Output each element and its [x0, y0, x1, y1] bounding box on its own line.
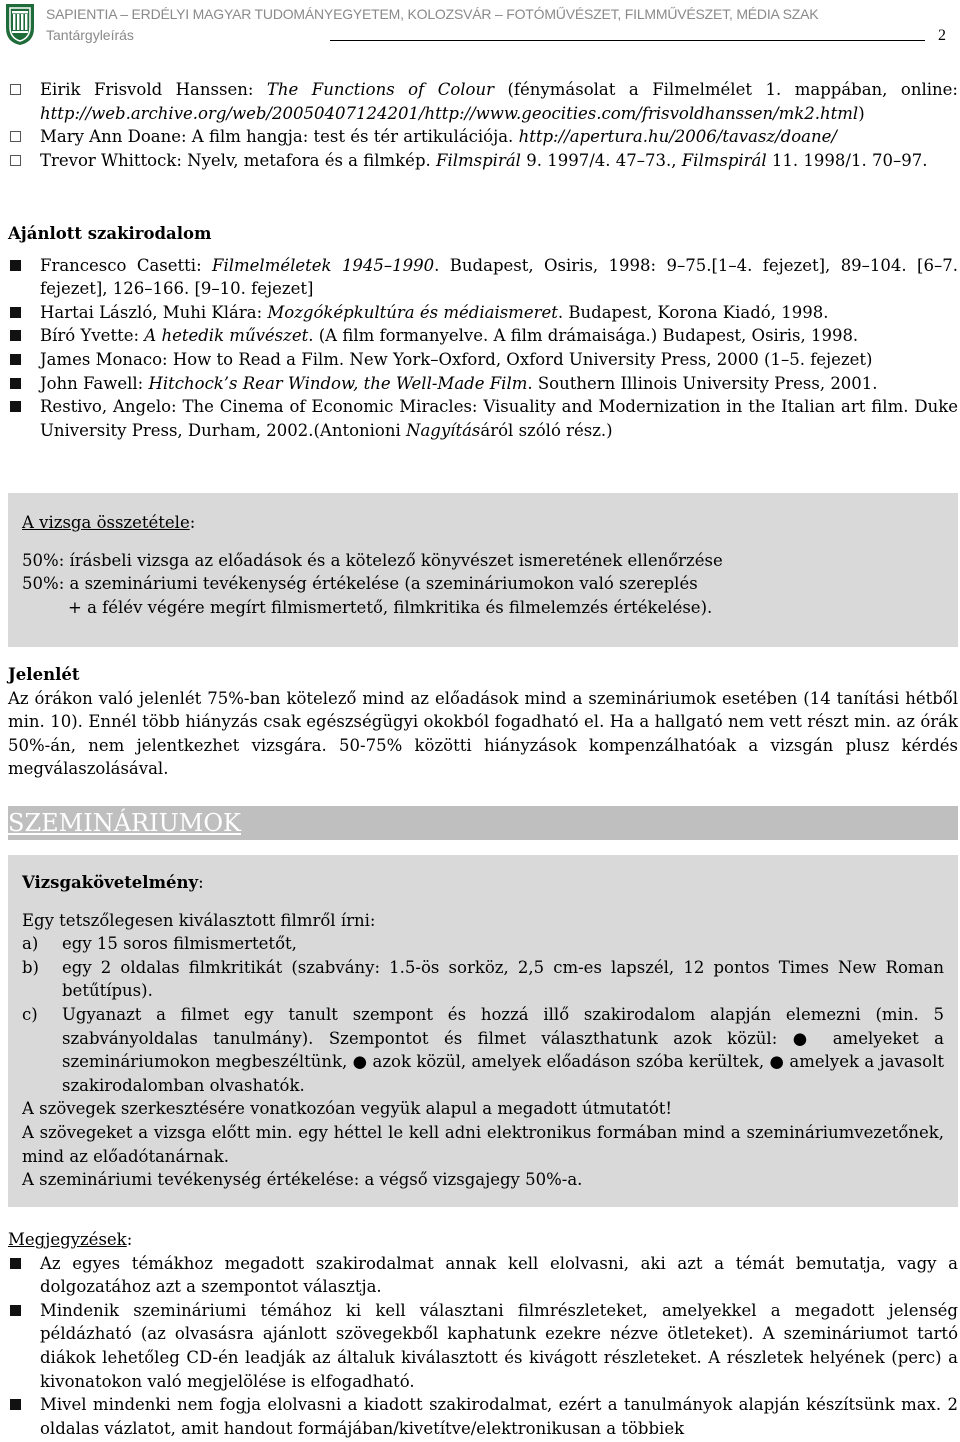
requirements-intro: Egy tetszőlegesen kiválasztott filmről írni: — [22, 910, 376, 930]
reading-author: Hartai László, Muhi Klára: — [40, 302, 268, 322]
reading-title: Filmelméletek 1945–1990 — [212, 255, 435, 275]
reading-detail: . Budapest, Osiris, 1998: 9–75.[1–4. fejezet], 89–104. [6–7. fejezet], 126–166. [9–10. fejezet] — [40, 255, 958, 299]
square-bullet-icon — [10, 354, 21, 365]
list-item — [8, 1299, 958, 1393]
list-item — [8, 301, 958, 325]
university-logo — [4, 2, 36, 46]
seminars-heading: SZEMINÁRIUMOK — [8, 809, 241, 837]
reading-author: Trevor Whittock: Nyelv, metafora és a filmkép. — [40, 150, 436, 170]
list-item — [8, 324, 958, 348]
reading-author: Francesco Casetti: — [40, 255, 213, 275]
requirements-heading-colon: : — [198, 873, 204, 892]
square-bullet-icon — [10, 401, 21, 412]
reading-detail: 9. 1997/4. 47–73., — [520, 150, 682, 170]
list-item — [8, 149, 958, 173]
notes-heading: Megjegyzések — [8, 1230, 127, 1249]
reading-detail: áról szóló rész.) — [480, 420, 613, 440]
seminars-heading-bar — [8, 806, 958, 840]
note-text: Mivel mindenki nem fogja elolvasni a kiadott szakirodalmat, ezért a tanulmányok alapján készítsünk max. 2 oldalas vázlatot, amit handout formájában/kivetítve/elektronikusan a többiek — [40, 1395, 958, 1438]
paragraph: A szövegek szerkesztésére vonatkozóan vegyük alapul a megadott útmutatót! — [22, 1099, 673, 1119]
square-bullet-icon — [10, 307, 21, 318]
paragraph: A szemináriumi tevékenység értékelése: a végső vizsgajegy 50%-a. — [22, 1170, 583, 1190]
list-item — [8, 254, 958, 301]
list-item — [22, 1003, 944, 1097]
reading-title: Hitchock’s Rear Window, the Well-Made Film — [148, 373, 528, 393]
list-text: egy 15 soros filmismertetőt, — [62, 934, 297, 954]
seminar-requirements-box — [8, 855, 958, 1207]
list-item — [8, 348, 958, 372]
reading-author: Mary Ann Doane: A film hangja: test és tér artikulációja. — [40, 127, 519, 147]
list-item — [22, 956, 944, 1003]
reading-title: Nagyítás — [406, 420, 481, 440]
list-text: egy 2 oldalas filmkritikát (szabvány: 1.5-ös sorköz, 2,5 cm-es lapszél, 12 pontos Times New Roman betűtípus). — [62, 957, 944, 1001]
reading-author: Eirik Frisvold Hanssen: — [40, 80, 267, 99]
checkbox-bullet-icon — [10, 131, 21, 142]
exam-heading: A vizsga összetétele — [22, 513, 190, 532]
reading-detail: . (A film formanyelve. A film drámaisága.) Budapest, Osiris, 1998. — [308, 326, 859, 346]
reading-title: Filmspirál — [436, 150, 521, 170]
square-bullet-icon — [10, 1399, 21, 1410]
required-readings-list — [8, 78, 958, 172]
seminar-text: : a szemináriumi tevékenység értékelése (a szemináriumokon való szereplés — [58, 574, 698, 594]
section-heading: Jelenlét — [8, 665, 80, 684]
reading-title: Mozgóképkultúra és médiaismeret — [267, 302, 558, 322]
header-rule — [330, 40, 925, 41]
list-marker: c) — [22, 1004, 38, 1024]
written-exam-percent: 50% — [22, 550, 59, 570]
reading-author: John Fawell: — [40, 373, 149, 393]
reading-detail: (fénymásolat a Filmelmélet 1. mappában, online: — [493, 80, 958, 99]
written-exam-text: : írásbeli vizsga az előadások és a kötelező könyvészet ismeretének ellenőrzése — [58, 550, 723, 570]
list-item — [8, 395, 958, 442]
exam-heading-colon: : — [189, 513, 196, 532]
attendance-section — [8, 663, 958, 781]
seminar-text-continued: + a félév végére megírt filmismertető, filmkritika és filmelemzés értékelése). — [68, 597, 713, 617]
reading-detail: 11. 1998/1. 70–97. — [766, 150, 928, 170]
list-item — [8, 125, 958, 149]
recommended-readings-section — [8, 222, 958, 442]
note-text: Az egyes témákhoz megadott szakirodalmat annak kell elolvasni, aki azt a témát bemutatja, vagy a dolgozatához azt a szempontot választja. — [40, 1253, 958, 1297]
list-item — [8, 78, 958, 125]
square-bullet-icon — [10, 1305, 21, 1316]
list-item — [22, 932, 944, 956]
notes-section — [8, 1228, 958, 1440]
reading-link[interactable]: http://web.archive.org/web/20050407124201/http://www.geocities.com/frisvoldhanssen/mk2.html — [40, 103, 859, 123]
section-heading: Ajánlott szakirodalom — [8, 224, 212, 243]
seminar-percent: 50% — [22, 574, 59, 594]
reading-link[interactable]: http://apertura.hu/2006/tavasz/doane/ — [518, 127, 837, 147]
reading-author: Bíró Yvette: — [40, 326, 145, 346]
list-item — [8, 1393, 958, 1440]
institution-name: SAPIENTIA – ERDÉLYI MAGYAR TUDOMÁNYEGYETEM, KOLOZSVÁR – FOTÓMŰVÉSZET, FILMMŰVÉSZET, MÉDIA SZAK — [46, 6, 819, 22]
reading-detail: . Budapest, Korona Kiadó, 1998. — [557, 302, 829, 322]
reading-title: A hetedik művészet — [144, 326, 309, 346]
paragraph: A szövegeket a vizsga előtt min. egy héttel le kell adni elektronikus formában mind a szemináriumvezetőnek, mind az előadótanárnak. — [22, 1122, 944, 1166]
list-marker: b) — [22, 957, 39, 977]
list-item — [8, 372, 958, 396]
list-text: Ugyanazt a filmet egy tanult szempont és hozzá illő szakirodalom alapján elemezni (min. 5 szabványoldalas tanulmány). Szempontot és filmet választhatunk azok közül: ● amelyeket a szemináriumokon megbeszéltünk, ● azok közül, amelyek előadáson szóba kerültek, ● amelyek a javasolt szakirodalomban olvashatók. — [62, 1004, 944, 1095]
square-bullet-icon — [10, 260, 21, 271]
checkbox-bullet-icon — [10, 84, 21, 95]
reading-detail: ) — [858, 103, 865, 123]
reading-title: Filmspirál — [681, 150, 767, 170]
reading-detail: . Southern Illinois University Press, 2001. — [527, 373, 878, 393]
reading-author: James Monaco: How to Read a Film. New York–Oxford, Oxford University Press, 2000 (1–5. fejezet) — [40, 349, 873, 369]
document-subtitle: Tantárgyleírás — [46, 27, 134, 43]
reading-author: Restivo, Angelo: The Cinema of Economic Miracles: Visuality and Modernization in the Italian art film. Duke University Press, Durham, 2002.(Antonioni — [40, 397, 958, 440]
reading-title: The Functions of Colour — [266, 80, 494, 99]
note-text: Mindenik szemináriumi témához ki kell választani filmrészleteket, amelyekkel a megadott jelenség példázható (az olvasásra ajánlott szövegekből kaphatunk ezekre nézve ötleteket). A szemináriumot tartó diákok lehetőleg CD-én leadják az általuk kiválasztott és kivágott részleteket. A részletek helyének (perc) a kivonatokon való megjelölése is elfogadható. — [40, 1300, 958, 1391]
checkbox-bullet-icon — [10, 155, 21, 166]
list-marker: a) — [22, 934, 39, 954]
attendance-text: Az órákon való jelenlét 75%-ban kötelező mind az előadások mind a szemináriumok esetében (14 tanítási hétből min. 10). Ennél több hiányzás csak egészségügyi okokból fogadható el. Ha a hallgató nem vett részt min. az órák 50%-án, nem jelentkezhet vizsgára. 50-75% közötti hiányzások kompenzálhatóak a vizsgán plusz kérdés megválaszolásával. — [8, 688, 958, 779]
page-number: 2 — [938, 27, 946, 44]
exam-composition-box — [8, 493, 958, 647]
page-header — [0, 0, 960, 52]
square-bullet-icon — [10, 330, 21, 341]
requirements-heading: Vizsgakövetelmény — [22, 873, 199, 892]
notes-heading-colon: : — [126, 1230, 133, 1249]
square-bullet-icon — [10, 1258, 21, 1269]
list-item — [8, 1252, 958, 1299]
square-bullet-icon — [10, 378, 21, 389]
